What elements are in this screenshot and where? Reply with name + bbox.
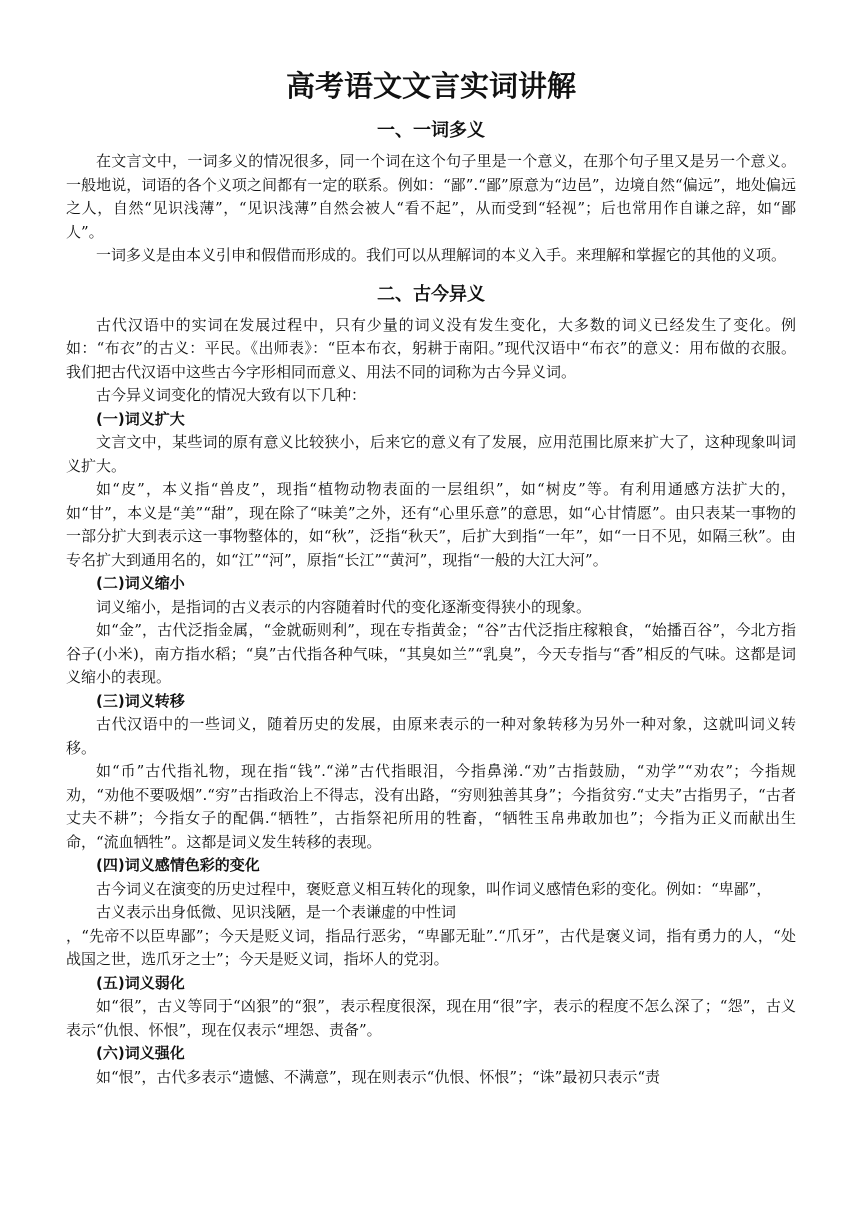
paragraph: 古代汉语中的一些词义，随着历史的发展，由原来表示的一种对象转移为另外一种对象，这就叫词义转移。 [66,715,796,757]
document-title: 高考语文文言实词讲解 [285,69,576,103]
subsection-heading: (二)词义缩小 [96,574,185,592]
paragraph: 一词多义是由本义引申和假借而形成的。我们可以从理解词的本义入手。来理解和掌握它的其他的义项。 [96,246,787,264]
section-heading-1: 一、一词多义 [377,120,485,141]
paragraph: 如“币”古代指礼物，现在指“钱”.“涕”古代指眼泪，今指鼻涕.“劝”古指鼓励，“劝学”“劝农”；今指规劝，“劝他不要吸烟”.“穷”古指政治上不得志，没有出路，“穷则独善其身”；今指贫穷.“丈夫”古指男子，“古者丈夫不耕”；今指女子的配偶.“牺牲”，古指祭祀所用的牲畜，“牺牲玉帛弗敢加也”；今指为正义而献出生命，“流血牺牲”。这都是词义发生转移的表现。 [66,762,796,851]
subsection-heading: (一)词义扩大 [96,409,185,428]
paragraph: 古义表示出身低微、见识浅陋，是一个表谦虚的中性词 [96,903,457,921]
paragraph: 如“恨”，古代多表示“遗憾、不满意”，现在则表示“仇恨、怀恨”；“诛”最初只表示“责 [96,1067,661,1086]
paragraph: 如“金”，古代泛指金属，“金就砺则利”，现在专指黄金；“谷”古代泛指庄稼粮食，“始播百谷”，今北方指谷子(小米)，南方指水稻；“臭”古代指各种气味，“其臭如兰”“乳臭”，今天专指与“香”相反的气味。这都是词义缩小的表现。 [66,621,796,686]
document-page [66,66,796,1089]
paragraph: 文言文中，某些词的原有意义比较狭小，后来它的意义有了发展，应用范围比原来扩大了，这种现象叫词义扩大。 [66,433,796,475]
paragraph-continuation: ，“先帝不以臣卑鄙”；今天是贬义词，指品行恶劣，“卑鄙无耻”.“爪牙”，古代是褒义词，指有勇力的人，“处战国之世，选爪牙之士”；今天是贬义词，指坏人的党羽。 [66,926,796,968]
paragraph: 古代汉语中的实词在发展过程中，只有少量的词义没有发生变化，大多数的词义已经发生了变化。例如：“布衣”的古义：平民。《出师表》：“臣本布衣，躬耕于南阳。”现代汉语中“布衣”的意义：用布做的衣服。 我们把古代汉语中这些古今字形相同而意义、用法不同的词称为古今异义词。 [66,315,796,381]
subsection-heading: (五)词义弱化 [96,973,185,992]
paragraph: 如“皮”，本义指“兽皮”，现指“植物动物表面的一层组织”，如“树皮”等。有利用通感方法扩大的，如“甘”，本义是“美”“甜”，现在除了“味美”之外，还有“心里乐意”的意思，如“心甘情愿”。由只表某一事物的一部分扩大到表示这一事物整体的，如“秋”，泛指“秋天”，后扩大到指“一年”，如“一日不见，如隔三秋”。由专名扩大到通用名的，如“江”“河”，原指“长江”“黄河”，现指“一般的大江大河”。 [66,480,796,569]
section-heading-2: 二、古今异义 [377,283,485,305]
paragraph: 古今异义词变化的情况大致有以下几种： [96,386,367,404]
paragraph: 古今词义在演变的历史过程中，褒贬意义相互转化的现象，叫作词义感情色彩的变化。例如：“卑鄙”， [96,879,772,898]
subsection-heading: (四)词义感情色彩的变化 [96,856,260,874]
subsection-heading: (六)词义强化 [96,1044,185,1062]
paragraph: 在文言文中，一词多义的情况很多，同一个词在这个句子里是一个意义，在那个句子里又是另一个意义。一般地说，词语的各个义项之间都有一定的联系。例如：“鄙”.“鄙”原意为“边邑”，边境自然“偏远”，地处偏远之人，自然“见识浅薄”，“见识浅薄”自然会被人“看不起”，从而受到“轻视”；后也常用作自谦之辞，如“鄙人”。 [66,152,796,241]
paragraph: 词义缩小，是指词的古义表示的内容随着时代的变化逐渐变得狭小的现象。 [96,597,592,616]
subsection-heading: (三)词义转移 [96,691,185,710]
paragraph: 如“很”，古义等同于“凶狠”的“狠”，表示程度很深，现在用“很”字，表示的程度不怎么深了；“怨”，古义表示“仇恨、怀恨”，现在仅表示“埋怨、责备”。 [66,997,796,1039]
